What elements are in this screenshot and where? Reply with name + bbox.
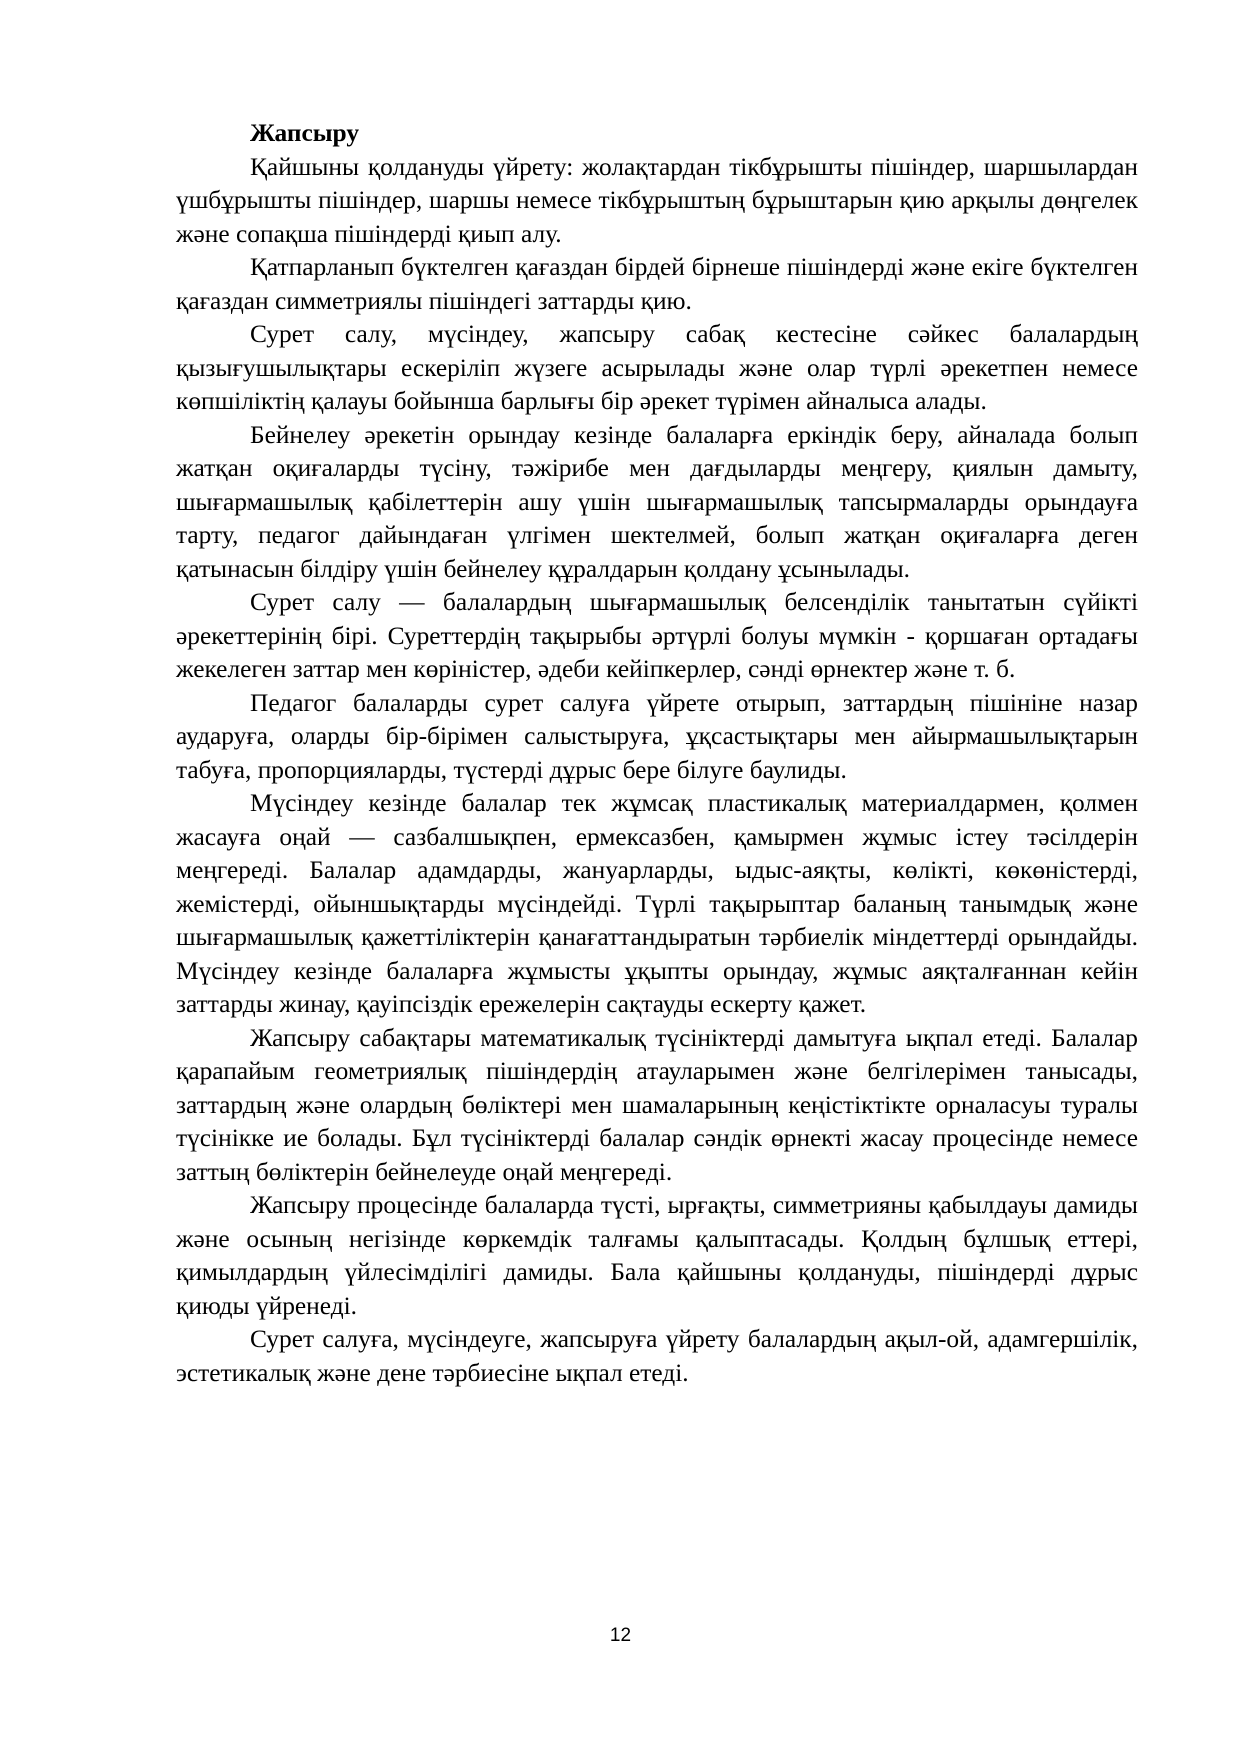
section-heading: Жапсыру	[250, 119, 360, 147]
paragraph: Сурет салу — балалардың шығармашылық белсенділік танытатын сүйікті әрекеттерінің бірі. Суреттердің тақырыбы әртүрлі болуы мүмкін - қоршаған ортадағы жекелеген заттар мен көріністер, әдеби кейіпкерлер, сәнді өрнектер және т. б.	[176, 588, 1138, 683]
paragraph: Педагог балаларды сурет салуға үйрете отырып, заттардың пішініне назар аударуға, оларды бір-бірімен салыстыруға, ұқсастықтары мен айырмашылықтарын табуға, пропорцияларды, түстерді дұрыс бере білуге баулиды.	[176, 688, 1138, 784]
page-number: 12	[609, 1625, 632, 1646]
paragraph: Бейнелеу әрекетін орындау кезінде балаларға еркіндік беру, айналада болып жатқан оқиғаларды түсіну, тәжірибе мен дағдыларды меңгеру, қиялын дамыту, шығармашылық қабілеттерін ашу үшін шығармашылық тапсырмаларды орындауға тарту, педагог дайындаған үлгімен шектелмей, болып жатқан оқиғаларға деген қатынасын білдіру үшін бейнелеу құралдарын қолдану ұсынылады.	[176, 420, 1138, 583]
paragraph: Жапсыру процесінде балаларда түсті, ырғақты, симметрияны қабылдауы дамиды және осының негізінде көркемдік талғамы қалыптасады. Қолдың бұлшық еттері, қимылдардың үйлесімділігі дамиды. Бала қайшыны қолдануды, пішіндерді дұрыс қиюды үйренеді.	[176, 1191, 1138, 1320]
paragraph: Қайшыны қолдануды үйрету: жолақтардан тікбұрышты пішіндер, шаршылардан үшбұрышты пішіндер, шаршы немесе тікбұрыштың бұрыштарын қию арқылы дөңгелек және сопақша пішіндерді қиып алу.	[176, 152, 1138, 248]
document-body	[176, 117, 1138, 1390]
paragraph: Сурет салуға, мүсіндеуге, жапсыруға үйрету балалардың ақыл-ой, адамгершілік, эстетикалық және дене тәрбиесіне ықпал етеді.	[176, 1325, 1138, 1387]
paragraph: Қатпарланып бүктелген қағаздан бірдей бірнеше пішіндерді және екіге бүктелген қағаздан симметриялы пішіндегі заттарды қию.	[176, 253, 1138, 315]
paragraph: Сурет салу, мүсіндеу, жапсыру сабақ кестесіне сәйкес балалардың қызығушылықтары ескеріліп жүзеге асырылады және олар түрлі әрекетпен немесе көпшіліктің қалауы бойынша барлығы бір әрекет түрімен айналыса алады.	[176, 320, 1138, 415]
paragraph: Мүсіндеу кезінде балалар тек жұмсақ пластикалық материалдармен, қолмен жасауға оңай — сазбалшықпен, ермексазбен, қамырмен жұмыс істеу тәсілдерін меңгереді. Балалар адамдарды, жануарларды, ыдыс-аяқты, көлікті, көкөністерді, жемістерді, ойыншықтарды мүсіндейді. Түрлі тақырыптар баланың танымдық және шығармашылық қажеттіліктерін қанағаттандыратын тәрбиелік міндеттерді орындайды. Мүсіндеу кезінде балаларға жұмысты ұқыпты орындау, жұмыс аяқталғаннан кейін заттарды жинау, қауіпсіздік ережелерін сақтауды ескерту қажет.	[176, 789, 1138, 1018]
paragraph: Жапсыру сабақтары математикалық түсініктерді дамытуға ықпал етеді. Балалар қарапайым геометриялық пішіндердің атауларымен және белгілерімен танысады, заттардың және олардың бөліктері мен шамаларының кеңістіктікте орналасуы туралы түсінікке ие болады. Бұл түсініктерді балалар сәндік өрнекті жасау процесінде немесе заттың бөліктерін бейнелеуде оңай меңгереді.	[176, 1023, 1138, 1186]
